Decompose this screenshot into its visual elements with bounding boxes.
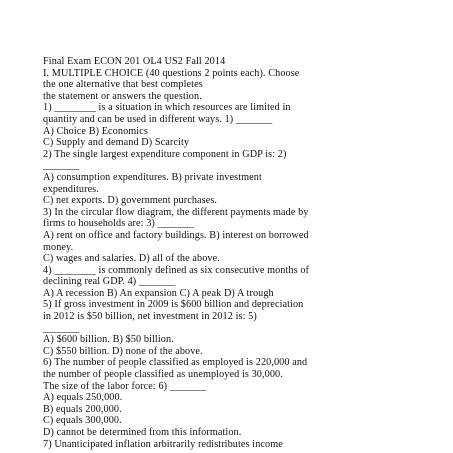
text-line: the one alternative that best completes <box>43 79 203 91</box>
answer-option: B) equals 200,000. <box>43 403 122 415</box>
answer-option: D) cannot be determined from this information. <box>43 427 242 438</box>
text-line: the statement or answers the question. <box>43 90 202 102</box>
answer-option: A) equals 250,000. <box>43 392 123 404</box>
question-5: 5) If gross investment in 2009 is $600 billion and depreciation <box>43 299 304 311</box>
question-1: 1) ________ is a situation in which resources are limited in <box>43 102 291 114</box>
answer-options: A) rent on office and factory buildings. B) interest on borrowed <box>43 229 309 241</box>
answer-options: C) wages and salaries. D) all of the above. <box>43 253 220 265</box>
question-4: 4) ________ is commonly defined as six consecutive months of <box>43 264 310 276</box>
question-6: 6) The number of people classified as employed is 220,000 and <box>43 357 308 369</box>
answer-options: C) Supply and demand D) Scarcity <box>43 137 190 149</box>
question-2: 2) The single largest expenditure component in GDP is: 2) <box>43 148 287 160</box>
text-line: expenditures. <box>43 183 99 195</box>
answer-blank: _______ <box>43 160 80 172</box>
exam-title: Final Exam ECON 201 OL4 US2 Fall 2014 <box>43 56 226 67</box>
text-line: money. <box>43 241 74 253</box>
answer-options: A) $600 billion. B) $50 billion. <box>43 334 174 346</box>
text-line: declining real GDP. 4) _______ <box>43 276 176 288</box>
text-line: firms to households are: 3) _______ <box>43 218 194 230</box>
answer-options: A) consumption expenditures. B) private investment <box>43 171 262 183</box>
answer-options: A) Choice B) Economics <box>43 125 148 137</box>
text-line: quantity and can be used in different ways. 1) _______ <box>43 113 273 125</box>
exam-text <box>43 56 423 450</box>
question-3: 3) In the circular flow diagram, the different payments made by <box>43 206 309 218</box>
answer-options: C) net exports. D) government purchases. <box>43 195 218 207</box>
answer-options: A) A recession B) An expansion C) A peak D) A trough <box>43 287 274 299</box>
answer-option: C) equals 300,000. <box>43 415 122 427</box>
text-line: in 2012 is $50 billion, net investment in 2012 is: 5) <box>43 311 257 323</box>
answer-options: C) $550 billion. D) none of the above. <box>43 345 203 357</box>
section-heading: I. MULTIPLE CHOICE (40 questions 2 points each). Choose <box>43 67 300 79</box>
text-line: The size of the labor force: 6) _______ <box>43 380 207 392</box>
answer-blank: _______ <box>43 322 80 334</box>
question-7: 7) Unanticipated inflation arbitrarily redistributes income <box>43 438 283 450</box>
text-line: the number of people classified as unemployed is 30,000. <box>43 369 283 381</box>
